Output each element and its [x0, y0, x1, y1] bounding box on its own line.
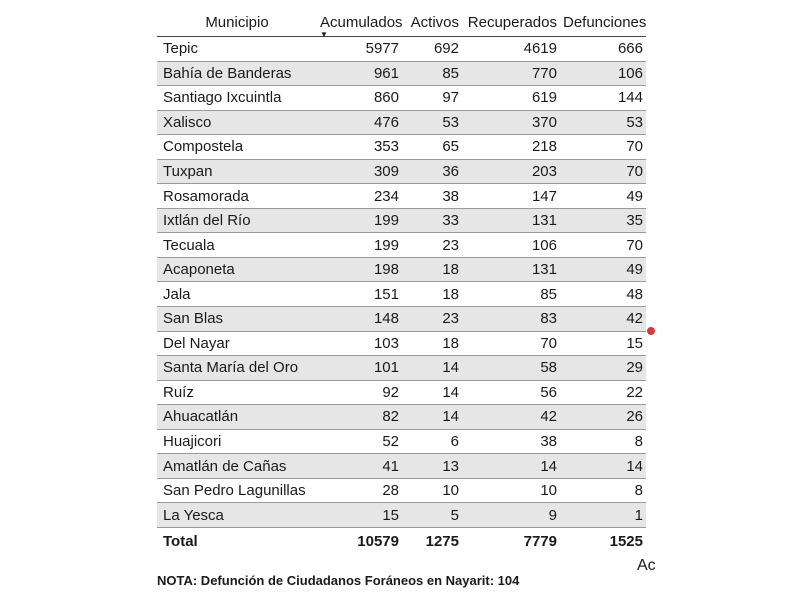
covid-municipality-table [157, 8, 646, 555]
table-row[interactable] [157, 454, 646, 479]
cell-acumulados: 52 [317, 429, 402, 454]
cell-defunciones: 22 [560, 380, 646, 405]
table-row[interactable] [157, 61, 646, 86]
cell-defunciones: 49 [560, 257, 646, 282]
cell-activos: 33 [402, 208, 462, 233]
cell-defunciones: 70 [560, 233, 646, 258]
cell-municipio: La Yesca [157, 503, 317, 528]
table-row[interactable] [157, 356, 646, 381]
cell-defunciones: 29 [560, 356, 646, 381]
table-row[interactable] [157, 503, 646, 528]
footnote: NOTA: Defunción de Ciudadanos Foráneos en Nayarit: 104 [157, 573, 520, 588]
cell-activos: 97 [402, 86, 462, 111]
cell-defunciones: 53 [560, 110, 646, 135]
column-header-acumulados[interactable] [317, 8, 402, 37]
total-acumulados: 10579 [317, 527, 402, 555]
column-header-activos[interactable]: Activos [410, 13, 459, 31]
cell-defunciones: 70 [560, 159, 646, 184]
cell-defunciones: 70 [560, 135, 646, 160]
cell-activos: 18 [402, 257, 462, 282]
table-row[interactable] [157, 135, 646, 160]
cell-recuperados: 619 [462, 86, 560, 111]
cell-municipio: Santa María del Oro [157, 356, 317, 381]
cell-acumulados: 199 [317, 208, 402, 233]
cell-defunciones: 48 [560, 282, 646, 307]
cell-defunciones: 666 [560, 37, 646, 62]
cell-recuperados: 83 [462, 307, 560, 332]
cell-activos: 14 [402, 356, 462, 381]
table-header-row [157, 8, 646, 37]
cell-recuperados: 131 [462, 257, 560, 282]
cell-recuperados: 770 [462, 61, 560, 86]
table-row[interactable] [157, 478, 646, 503]
cell-municipio: Jala [157, 282, 317, 307]
cell-activos: 65 [402, 135, 462, 160]
cell-recuperados: 70 [462, 331, 560, 356]
cell-acumulados: 28 [317, 478, 402, 503]
table-row[interactable] [157, 159, 646, 184]
cell-recuperados: 106 [462, 233, 560, 258]
cell-activos: 36 [402, 159, 462, 184]
table-body [157, 37, 646, 528]
cell-municipio: Huajicori [157, 429, 317, 454]
cell-activos: 13 [402, 454, 462, 479]
table-row[interactable] [157, 282, 646, 307]
column-header-defunciones[interactable]: Defunciones [563, 13, 647, 31]
table-row[interactable] [157, 37, 646, 62]
cell-municipio: Tepic [157, 37, 317, 62]
cell-acumulados: 860 [317, 86, 402, 111]
cell-activos: 10 [402, 478, 462, 503]
cell-defunciones: 8 [560, 429, 646, 454]
cell-activos: 5 [402, 503, 462, 528]
cell-municipio: Compostela [157, 135, 317, 160]
table-row[interactable] [157, 184, 646, 209]
cell-defunciones: 26 [560, 405, 646, 430]
table-row[interactable] [157, 257, 646, 282]
cell-acumulados: 151 [317, 282, 402, 307]
cell-activos: 18 [402, 282, 462, 307]
column-header-municipio[interactable]: Municipio [205, 13, 269, 31]
cell-defunciones: 15 [560, 331, 646, 356]
table-row[interactable] [157, 429, 646, 454]
cell-activos: 85 [402, 61, 462, 86]
cell-activos: 18 [402, 331, 462, 356]
total-recuperados: 7779 [462, 527, 560, 555]
cell-defunciones: 35 [560, 208, 646, 233]
cell-municipio: Xalisco [157, 110, 317, 135]
cell-acumulados: 309 [317, 159, 402, 184]
total-defunciones: 1525 [560, 527, 646, 555]
cell-recuperados: 9 [462, 503, 560, 528]
cell-recuperados: 56 [462, 380, 560, 405]
cell-recuperados: 203 [462, 159, 560, 184]
cell-municipio: Del Nayar [157, 331, 317, 356]
cell-recuperados: 4619 [462, 37, 560, 62]
cell-municipio: Tecuala [157, 233, 317, 258]
table-row[interactable] [157, 405, 646, 430]
cell-municipio: San Blas [157, 307, 317, 332]
cell-acumulados: 15 [317, 503, 402, 528]
cell-municipio: Amatlán de Cañas [157, 454, 317, 479]
cell-acumulados: 101 [317, 356, 402, 381]
cell-recuperados: 370 [462, 110, 560, 135]
cell-acumulados: 82 [317, 405, 402, 430]
cell-acumulados: 199 [317, 233, 402, 258]
cell-recuperados: 131 [462, 208, 560, 233]
cell-recuperados: 38 [462, 429, 560, 454]
table-row[interactable] [157, 86, 646, 111]
column-header-recuperados[interactable]: Recuperados [467, 13, 557, 31]
total-activos: 1275 [402, 527, 462, 555]
cell-defunciones: 42 [560, 307, 646, 332]
cell-recuperados: 58 [462, 356, 560, 381]
table-row[interactable] [157, 233, 646, 258]
covid-municipality-table-container [157, 8, 646, 555]
cell-activos: 14 [402, 405, 462, 430]
cell-activos: 23 [402, 233, 462, 258]
cell-acumulados: 103 [317, 331, 402, 356]
cell-recuperados: 85 [462, 282, 560, 307]
cell-acumulados: 353 [317, 135, 402, 160]
cell-activos: 53 [402, 110, 462, 135]
table-row[interactable] [157, 110, 646, 135]
cell-acumulados: 41 [317, 454, 402, 479]
cell-municipio: Ruíz [157, 380, 317, 405]
column-header-label: Acumulados [320, 13, 403, 31]
cell-acumulados: 476 [317, 110, 402, 135]
cell-defunciones: 8 [560, 478, 646, 503]
cell-activos: 38 [402, 184, 462, 209]
cell-activos: 6 [402, 429, 462, 454]
cell-activos: 14 [402, 380, 462, 405]
cell-defunciones: 1 [560, 503, 646, 528]
cell-defunciones: 144 [560, 86, 646, 111]
marker-dot [647, 327, 655, 335]
cell-recuperados: 42 [462, 405, 560, 430]
cell-recuperados: 10 [462, 478, 560, 503]
cell-acumulados: 5977 [317, 37, 402, 62]
cell-defunciones: 106 [560, 61, 646, 86]
total-row [157, 527, 646, 555]
cut-off-text: Ac [637, 557, 656, 574]
cell-acumulados: 148 [317, 307, 402, 332]
cell-acumulados: 198 [317, 257, 402, 282]
table-row[interactable] [157, 380, 646, 405]
cell-acumulados: 961 [317, 61, 402, 86]
cell-municipio: Acaponeta [157, 257, 317, 282]
cell-activos: 23 [402, 307, 462, 332]
total-label: Total [157, 527, 317, 555]
cell-municipio: San Pedro Lagunillas [157, 478, 317, 503]
cell-municipio: Ahuacatlán [157, 405, 317, 430]
cell-recuperados: 14 [462, 454, 560, 479]
table-row[interactable] [157, 307, 646, 332]
cell-activos: 692 [402, 37, 462, 62]
cell-municipio: Ixtlán del Río [157, 208, 317, 233]
table-row[interactable] [157, 208, 646, 233]
cell-defunciones: 49 [560, 184, 646, 209]
cell-acumulados: 92 [317, 380, 402, 405]
cell-municipio: Rosamorada [157, 184, 317, 209]
cell-municipio: Santiago Ixcuintla [157, 86, 317, 111]
cell-recuperados: 218 [462, 135, 560, 160]
cell-municipio: Tuxpan [157, 159, 317, 184]
cell-defunciones: 14 [560, 454, 646, 479]
cell-recuperados: 147 [462, 184, 560, 209]
table-row[interactable] [157, 331, 646, 356]
sort-descending-icon: ▼ [320, 29, 328, 39]
cell-acumulados: 234 [317, 184, 402, 209]
cell-municipio: Bahía de Banderas [157, 61, 317, 86]
